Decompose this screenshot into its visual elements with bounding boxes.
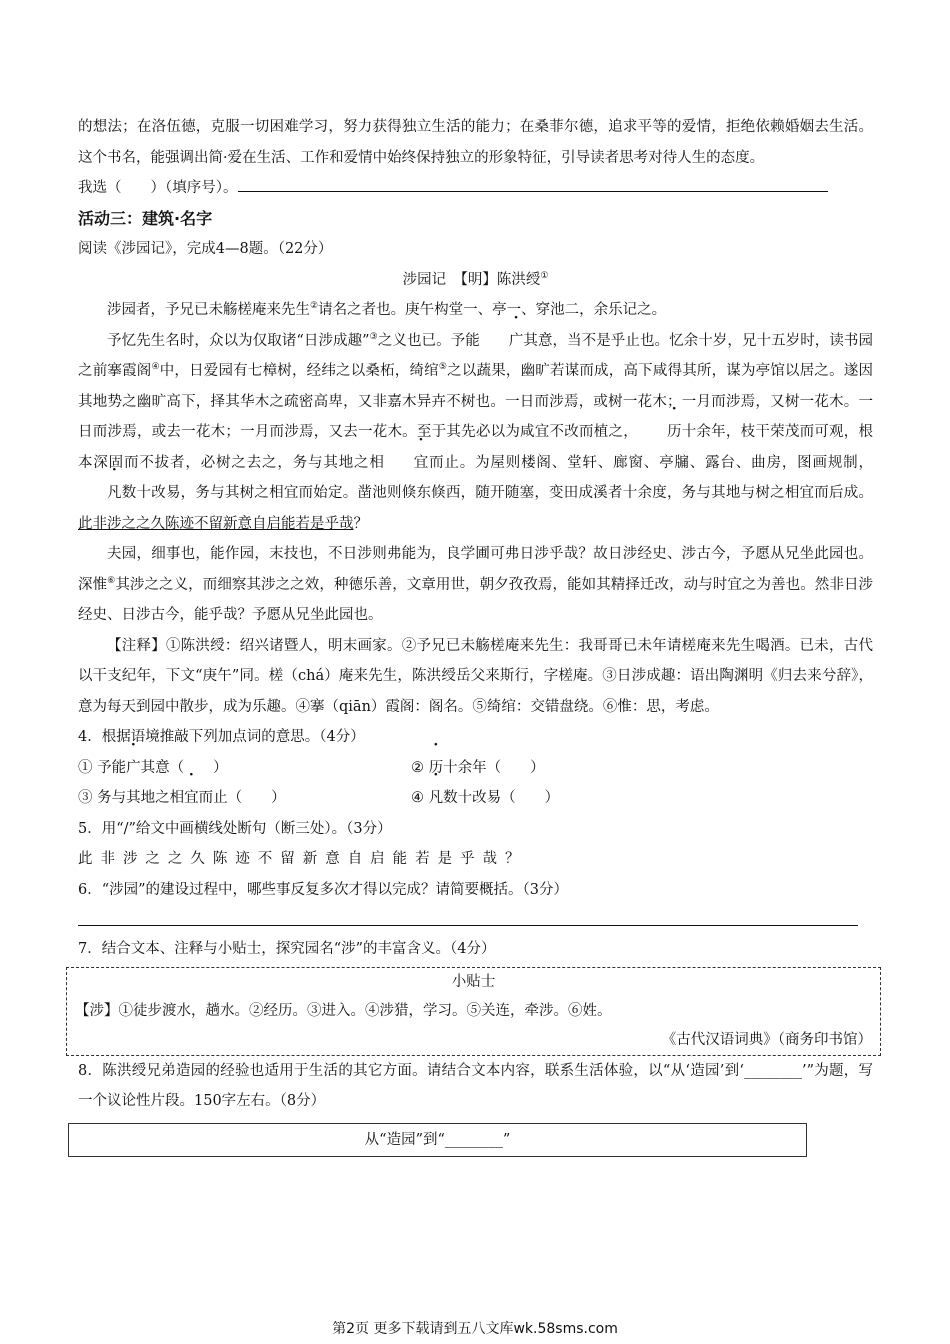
dotted-word: 广 [508,332,524,349]
answer-line[interactable] [238,175,828,192]
choice-line: 我选（ ）（填序号）。 [78,173,873,204]
tip-box [66,967,881,1056]
intro-paragraph: 的想法；在洛伍德，克服一切困难学习，努力获得独立生活的能力；在桑菲尔德，追求平等的爱情，拒绝依赖婚姻去生活。这个书名，能强调出简·爱在生活、工作和爱情中始终保持独立的形象特征，引导读者思考对待人生的态度。 [78,119,873,166]
tip-text: 【涉】①徒步渡水，趟水。②经历。③进入。④涉猎，学习。⑤关连，牵涉。⑥姓。 [75,1002,612,1019]
q4-item-3: ③ 务与其地之相宜而止（ ） [78,790,286,806]
exam-page [75,112,874,1157]
passage-paragraph-1: 涉园者，予兄已未觞槎庵来先生②请名之者也。庚午构堂一、亭一、穿池二，余乐记之。 [107,301,667,318]
question-4-row-2 [78,783,873,814]
activity-instruction: 阅读《涉园记》，完成4—8题。（22分） [78,241,333,257]
dotted-word: 凡 [107,485,122,501]
question-5-sentence: 此非涉之之久陈迹不留新意自启能若是乎哉？ [78,851,528,867]
page-footer: 第2页 更多下载请到五八文库wk.58sms.com [332,1321,618,1337]
question-5: 5．用“/”给文中画横线处断句（断三处）。（3分） [78,820,392,837]
q4-item-1: ① 予能广其意（ ） [78,759,228,776]
question-4-row-1 [78,753,873,784]
question-6: 6．“涉园”的建设过程中，哪些事反复多次才得以完成？请简要概括。（3分） [78,881,569,898]
underlined-sentence: 此非涉之之久陈迹不留新意自启能若是乎哉 [78,515,354,532]
q8-answer-box[interactable]: 从“造园”到“________” [68,1123,807,1157]
activity-title: 活动三：建筑·名字 [78,208,213,228]
passage-title: 涉园记 【明】陈洪绶① [402,270,549,288]
passage-notes: 【注释】①陈洪绶：绍兴诸暨人，明末画家。②予兄已未觞槎庵来先生：我哥哥已未年请槎庵来先生喝酒。已未，古代以干支纪年，下文“庚午”同。槎（chá）庵来先生，陈洪绶岳父来斯行，字槎庵。③日涉成趣：语出陶渊明《归去来兮辞》，意为每天到园中散步，成为乐趣。④搴（qiān）霞阁：阁名。⑤绮绾：交错盘绕。⑥惟：思，考虑。 [78,637,873,715]
passage-paragraph-3: 夫园，细事也，能作园，末技也，不日涉则弗能为，良学圃可弗日涉乎哉？故日涉经史、涉古今，予愿从兄坐此园也。深惟⑥其涉之之义，而细察其涉之之效，种德乐善，文章用世，朝夕孜孜焉，能如其精择迁改，动与时宜之为善也。然非日涉经史、日涉古今，能乎哉？予愿从兄坐此园也。 [78,546,874,623]
q4-item-4: ④ 凡数十改易（ ） [411,790,560,806]
question-4: 4．根据语境推敲下列加点词的意思。（4分） [78,729,365,745]
question-7: 7．结合文本、注释与小贴士，探究园名“涉”的丰富含义。（4分） [78,941,496,957]
q6-answer-line[interactable] [78,905,858,926]
tip-title: 小贴士 [451,973,496,990]
dotted-word: 宜 [413,454,429,471]
tip-source: 《古代汉语词典》（商务印书馆） [661,1031,872,1048]
question-8: 8．陈洪绶兄弟造园的经验也适用于生活的其它方面。请结合文本内容，联系生活体验，以“从‘造园’到‘________’”为题，写一个议论性片段。150字左右。（8分） [78,1062,873,1109]
q4-item-2: ② 历十余年（ ） [411,759,545,776]
passage-paragraph-2: 予忆先生名时，众以为仅取诸“日涉成趣”③之义也已。予能 广其意，当不是乎止也。忆余十岁，兄十五岁时，读书园之前搴霞阁④中，日爱园有七樟树，经纬之以桑柘，绮绾⑤之以蔬果，幽旷若谋而成，高下咸得其所，谋为亭馆以居之。遂因其地势之幽旷高下，择其华木之疏密高卑，又非嘉木异卉不树也。一日而涉焉，或树一花木；一月而涉焉，又树一花木。一日而涉焉，或去一花木；一月而涉焉，又去一花木。至于其先必以为咸宜不改而植之， 历十余年，枝干荣茂而可观，根本深固而不拔者，必树之去之，务与其地之相 宜而止。为屋则楼阁、堂轩、廊窗、亭牖、露台、曲房，图画规制，凡数十改易，务与其树之相宜而始定。凿池则倏东倏西，随开随塞，变田成溪者十余度，务与其地与树之相宜而后成。此非涉之之久陈迹不留新意自启能若是乎哉？ [78,326,873,540]
dotted-word: 历 [666,424,682,440]
